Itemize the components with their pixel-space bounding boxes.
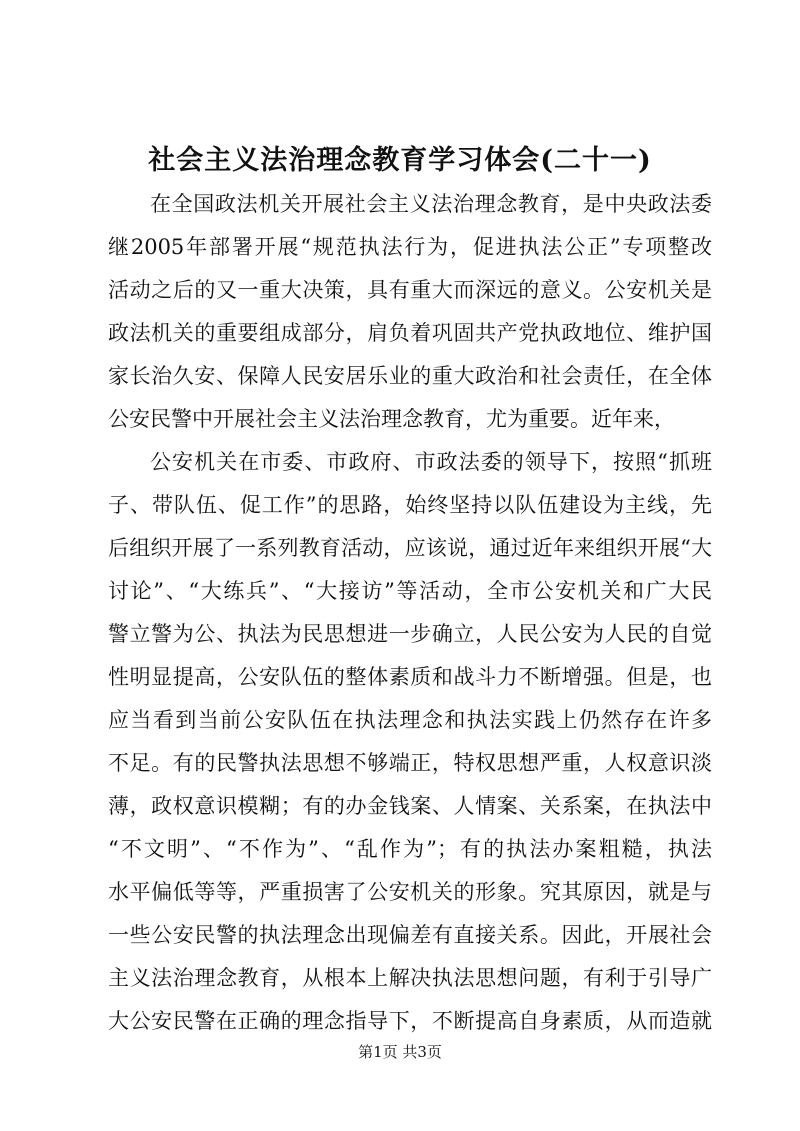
text-line: “不文明”、“不作为”、“乱作为”；有的执法办案粗糙，执法 <box>108 837 712 861</box>
text-line: 讨论”、“大练兵”、“大接访”等活动，全市公安机关和广大民 <box>108 579 712 603</box>
text-line: 继2005年部署开展“规范执法行为，促进执法公正”专项整改 <box>108 235 712 259</box>
text-line: 水平偏低等等，严重损害了公安机关的形象。究其原因，就是与 <box>108 880 712 904</box>
page-footer: 第1页 共3页 <box>358 1043 442 1061</box>
text-line: 子、带队伍、促工作”的思路，始终坚持以队伍建设为主线，先 <box>108 493 712 517</box>
text-line: 政法机关的重要组成部分，肩负着巩固共产党执政地位、维护国 <box>108 321 712 345</box>
text-line: 应当看到当前公安队伍在执法理念和执法实践上仍然存在许多 <box>108 708 712 732</box>
text-line: 主义法治理念教育，从根本上解决执法思想问题，有利于引导广 <box>108 966 712 990</box>
text-line: 一些公安民警的执法理念出现偏差有直接关系。因此，开展社会 <box>108 923 712 947</box>
text-line: 大公安民警在正确的理念指导下，不断提高自身素质，从而造就 <box>108 1009 712 1033</box>
text-line: 不足。有的民警执法思想不够端正，特权思想严重，人权意识淡 <box>108 751 712 775</box>
text-line: 薄，政权意识模糊；有的办金钱案、人情案、关系案，在执法中 <box>108 794 712 818</box>
text-line: 后组织开展了一系列教育活动，应该说，通过近年来组织开展“大 <box>108 536 712 560</box>
document-title: 社会主义法治理念教育学习体会(二十一) <box>148 145 652 176</box>
text-line: 活动之后的又一重大决策，具有重大而深远的意义。公安机关是 <box>108 278 712 302</box>
text-line: 性明显提高，公安队伍的整体素质和战斗力不断增强。但是，也 <box>108 665 712 689</box>
text-line: 公安民警中开展社会主义法治理念教育，尤为重要。近年来， <box>108 407 675 431</box>
text-line: 在全国政法机关开展社会主义法治理念教育，是中央政法委 <box>150 192 712 216</box>
text-line: 家长治久安、保障人民安居乐业的重大政治和社会责任，在全体 <box>108 364 712 388</box>
text-line: 警立警为公、执法为民思想进一步确立，人民公安为人民的自觉 <box>108 622 712 646</box>
text-line: 公安机关在市委、市政府、市政法委的领导下，按照“抓班 <box>150 450 712 474</box>
